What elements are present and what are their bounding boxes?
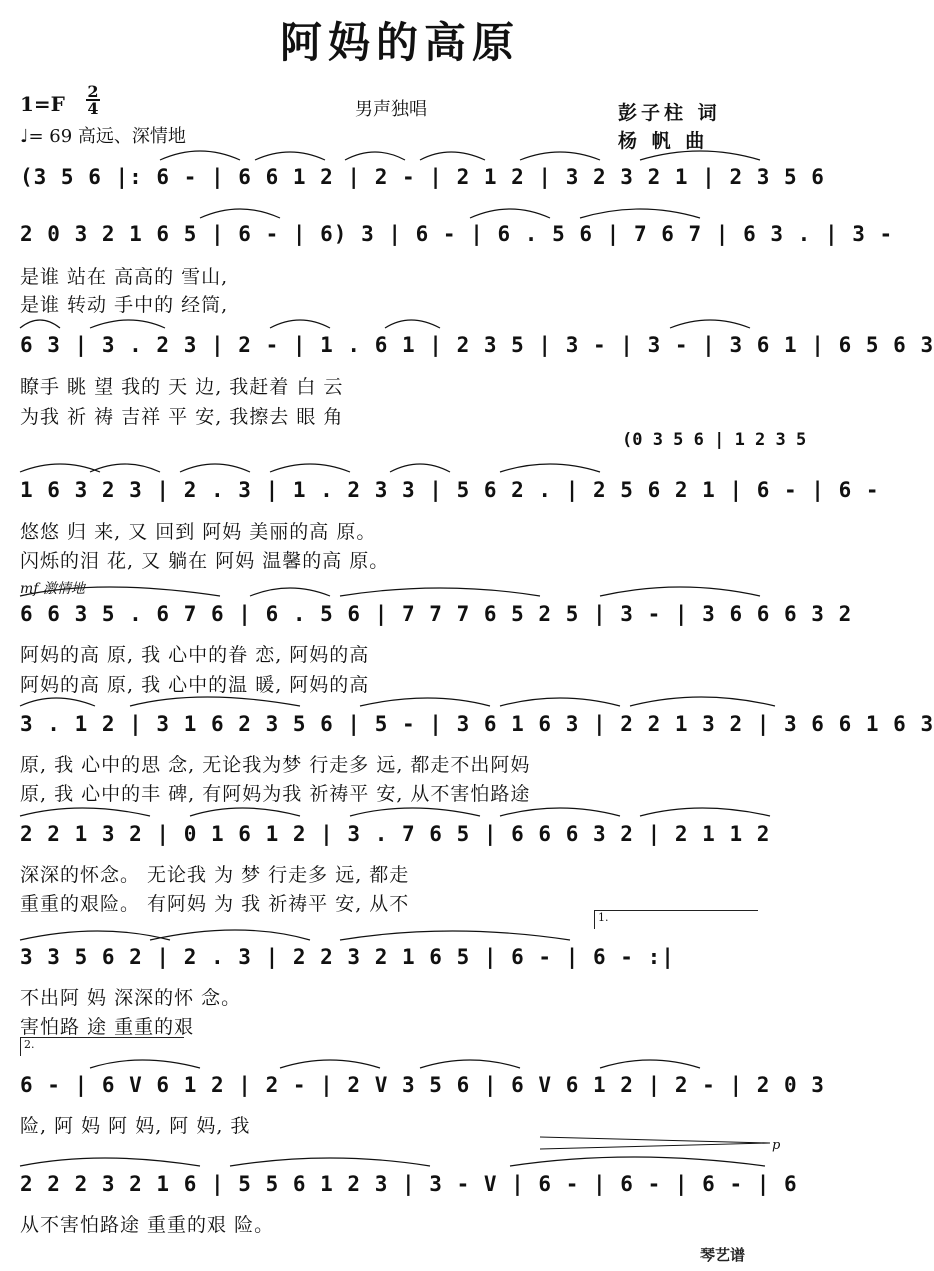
score-row-8-lyric-1: 不出阿 妈 深深的怀 念。 xyxy=(20,987,242,1009)
tempo-marking: ♩= 69 高远、深情地 xyxy=(20,126,186,147)
score-row-2-lyric-1: 是谁 站在 高高的 雪山, xyxy=(20,266,229,288)
time-signature-bottom: 4 xyxy=(87,99,99,118)
score-row-2-notes: 2 0 3 2 1 6 5 | 6 - | 6) 3 | 6 - | 6 . 5 6 | 7 6 7 | 6 3 . | 3 - xyxy=(20,222,894,246)
score-row-5-lyric-1: 阿妈的高 原, 我 心中的眷 恋, 阿妈的高 xyxy=(20,644,370,666)
lyricist-credit: 彭子柱 词 xyxy=(618,102,721,124)
score-row-7-lyric-2: 重重的艰险。 有阿妈 为 我 祈祷平 安, 从不 xyxy=(20,893,410,915)
score-row-7-lyric-1: 深深的怀念。 无论我 为 梦 行走多 远, 都走 xyxy=(20,864,410,886)
dynamic-marking: mf 激情地 xyxy=(20,581,85,597)
time-signature xyxy=(86,84,100,116)
score-row-3-notes: 6 3 | 3 . 2 3 | 2 - | 1 . 6 1 | 2 3 5 | 3 - | 3 - | 3 6 1 | 6 5 6 3 xyxy=(20,333,934,357)
volta-bracket-1: 1. xyxy=(594,910,758,929)
voice-type: 男声独唱 xyxy=(355,99,427,120)
score-row-6-notes: 3 . 1 2 | 3 1 6 2 3 5 6 | 5 - | 3 6 1 6 3 | 2 2 1 3 2 | 3 6 6 1 6 3 xyxy=(20,712,934,736)
score-row-1-notes: (3 5 6 |: 6 - | 6 6 1 2 | 2 - | 2 1 2 | 3 2 3 2 1 | 2 3 5 6 xyxy=(20,165,825,189)
diminuendo-hairpin xyxy=(540,1136,770,1150)
page-title: 阿妈的高原 xyxy=(279,18,520,67)
score-row-4-notes: 1 6 3 2 3 | 2 . 3 | 1 . 2 3 3 | 5 6 2 . | 2 5 6 2 1 | 6 - | 6 - xyxy=(20,478,880,502)
score-row-10-notes: 2 2 2 3 2 1 6 | 5 5 6 1 2 3 | 3 - V | 6 - | 6 - | 6 - | 6 xyxy=(20,1172,798,1196)
score-row-7-notes: 2 2 1 3 2 | 0 1 6 1 2 | 3 . 7 6 5 | 6 6 6 3 2 | 2 1 1 2 xyxy=(20,822,771,846)
score-row-5-lyric-2: 阿妈的高 原, 我 心中的温 暖, 阿妈的高 xyxy=(20,674,370,696)
score-row-3-lyric-1: 瞭手 眺 望 我的 天 边, 我赶着 白 云 xyxy=(20,376,344,398)
score-row-4-lyric-1: 悠悠 归 来, 又 回到 阿妈 美丽的高 原。 xyxy=(20,521,377,543)
score-row-2-lyric-2: 是谁 转动 手中的 经筒, xyxy=(20,294,229,316)
score-row-8-notes: 3 3 5 6 2 | 2 . 3 | 2 2 3 2 1 6 5 | 6 - | 6 - :| xyxy=(20,945,675,969)
score-row-9-notes: 6 - | 6 V 6 1 2 | 2 - | 2 V 3 5 6 | 6 V 6 1 2 | 2 - | 2 0 3 xyxy=(20,1073,825,1097)
score-row-6-lyric-1: 原, 我 心中的思 念, 无论我为梦 行走多 远, 都走不出阿妈 xyxy=(20,754,531,776)
score-row-3-lyric-2: 为我 祈 祷 吉祥 平 安, 我擦去 眼 角 xyxy=(20,406,344,428)
interlude-notes: (0 3 5 6 | 1 2 3 5 xyxy=(622,430,807,450)
score-row-4-lyric-2: 闪烁的泪 花, 又 躺在 阿妈 温馨的高 原。 xyxy=(20,550,390,572)
time-signature-top: 2 xyxy=(87,82,99,101)
watermark: 琴艺谱 xyxy=(700,1246,746,1264)
score-row-9-lyric-1: 险, 阿 妈 阿 妈, 阿 妈, 我 xyxy=(20,1115,251,1137)
volta-bracket-2: 2. xyxy=(20,1037,184,1056)
score-row-8-lyric-2: 害怕路 途 重重的艰 xyxy=(20,1016,195,1038)
composer-credit: 杨 帆 曲 xyxy=(618,130,709,152)
piano-dynamic: p xyxy=(772,1138,781,1153)
score-row-5-notes: 6 6 3 5 . 6 7 6 | 6 . 5 6 | 7 7 7 6 5 2 5 | 3 - | 3 6 6 6 3 2 xyxy=(20,602,853,626)
key-signature: 1=F xyxy=(20,92,65,116)
score-row-10-lyric-1: 从不害怕路途 重重的艰 险。 xyxy=(20,1214,275,1236)
score-row-6-lyric-2: 原, 我 心中的丰 碑, 有阿妈为我 祈祷平 安, 从不害怕路途 xyxy=(20,783,531,805)
